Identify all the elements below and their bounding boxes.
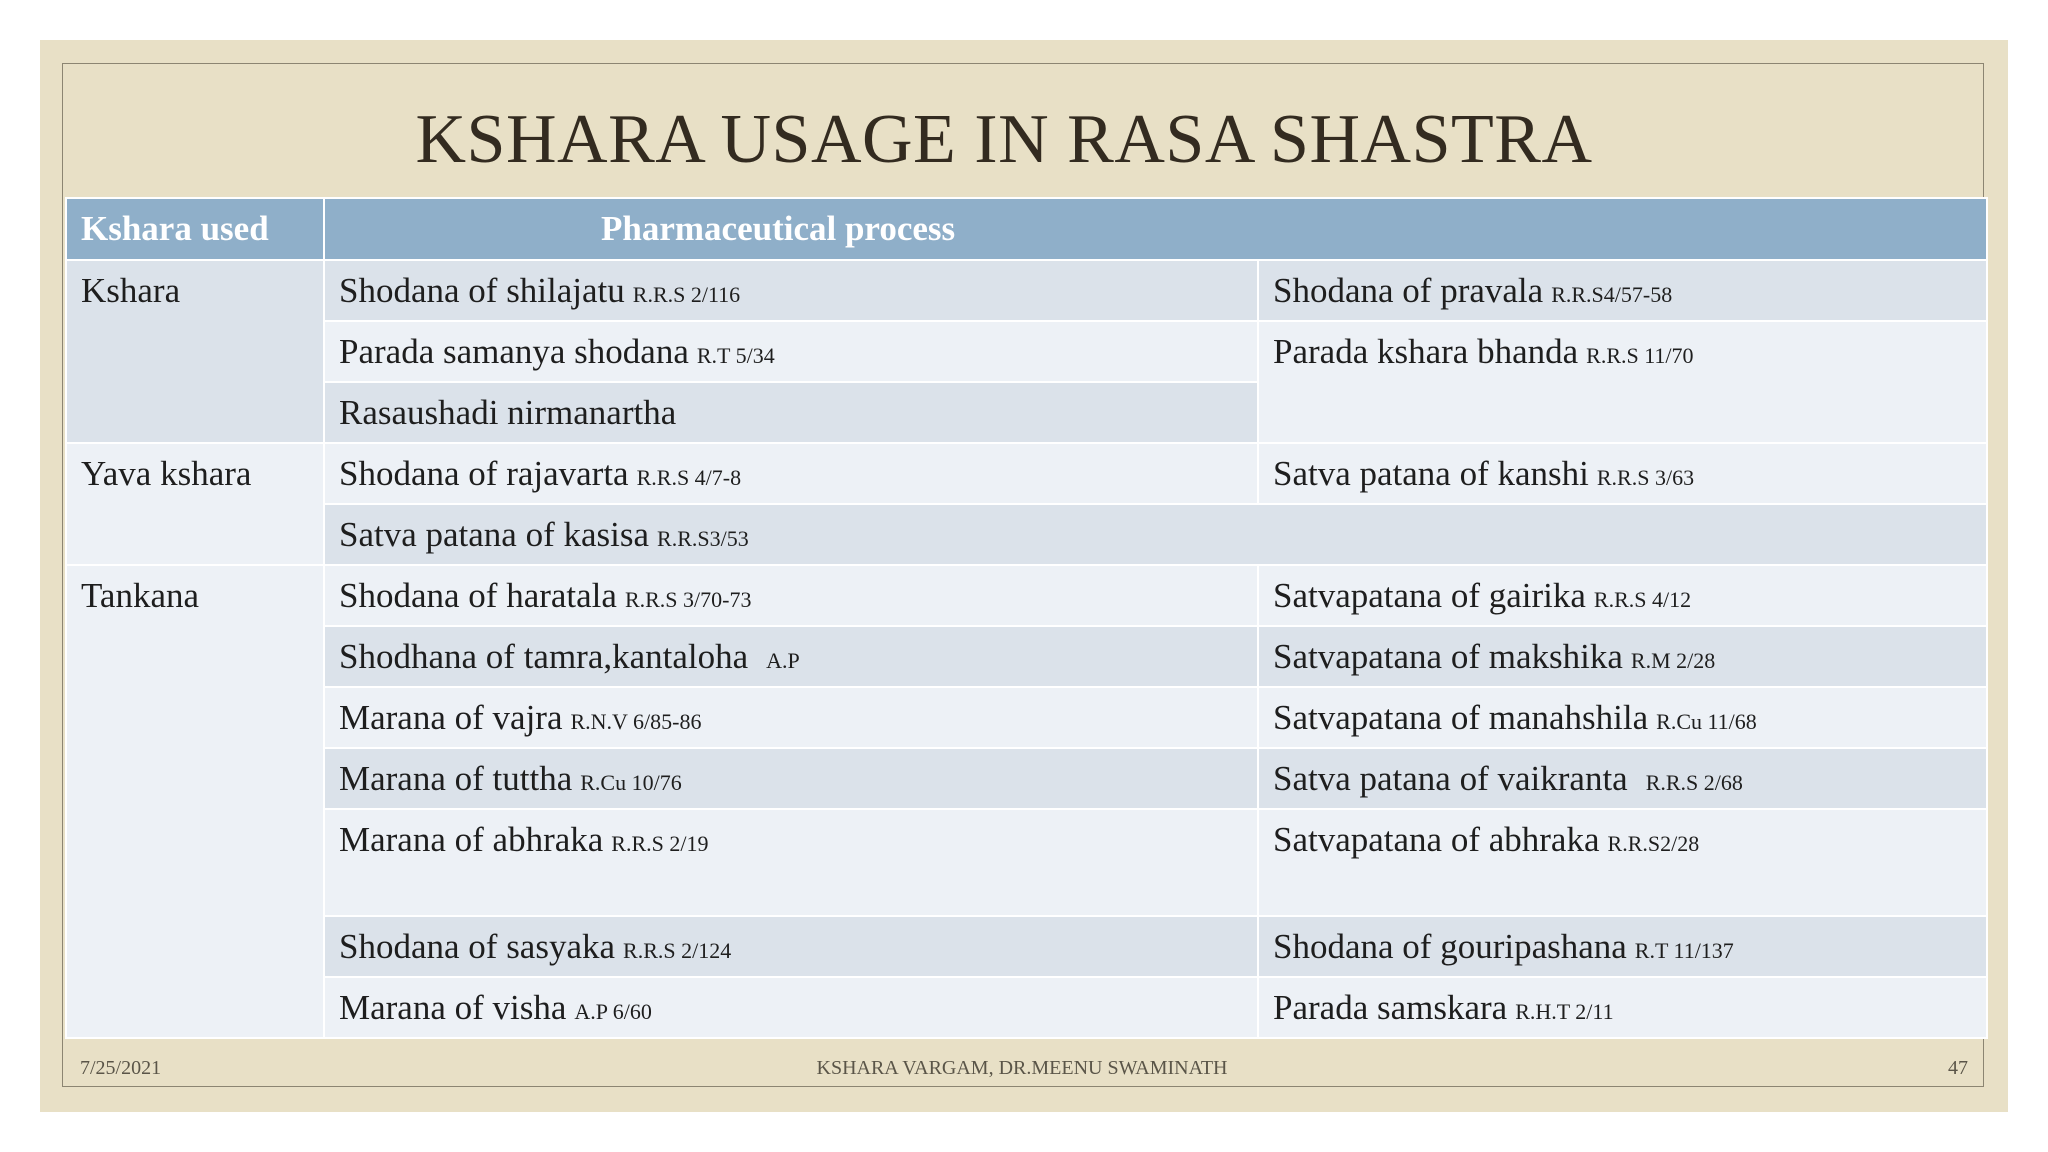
process-cell-left: Marana of vajra R.N.V 6/85-86: [324, 687, 1258, 748]
process-cell-left: Shodana of sasyaka R.R.S 2/124: [324, 916, 1258, 977]
table-row: [66, 977, 1987, 1038]
process-cell-right: Parada samskara R.H.T 2/11: [1258, 977, 1987, 1038]
table-row: [66, 687, 1987, 748]
kshara-usage-table: [65, 197, 1988, 1039]
process-cell-left: Shodana of rajavarta R.R.S 4/7-8: [324, 443, 1258, 504]
footer-date: 7/25/2021: [80, 1057, 162, 1079]
process-cell-right: Shodana of gouripashana R.T 11/137: [1258, 916, 1987, 977]
process-cell-right: Satvapatana of makshika R.M 2/28: [1258, 626, 1987, 687]
process-cell-right: Satvapatana of gairika R.R.S 4/12: [1258, 565, 1987, 626]
process-cell-right: Satva patana of kanshi R.R.S 3/63: [1258, 443, 1987, 504]
process-cell-left: Marana of tuttha R.Cu 10/76: [324, 748, 1258, 809]
process-cell-left: Parada samanya shodana R.T 5/34: [324, 321, 1258, 382]
process-cell-wide: Satva patana of kasisa R.R.S3/53: [324, 504, 1987, 565]
process-cell-right: Satvapatana of manahshila R.Cu 11/68: [1258, 687, 1987, 748]
kshara-name-cell: Kshara: [66, 260, 324, 443]
process-cell-left: Marana of visha A.P 6/60: [324, 977, 1258, 1038]
process-cell-left: Shodana of shilajatu R.R.S 2/116: [324, 260, 1258, 321]
footer-center-text: KSHARA VARGAM, DR.MEENU SWAMINATH: [816, 1057, 1228, 1079]
process-cell-left: Shodhana of tamra,kantaloha A.P: [324, 626, 1258, 687]
kshara-name-cell: Yava kshara: [66, 443, 324, 565]
slide-title-text: KSHARA USAGE IN RASA SHASTRA: [415, 101, 1593, 178]
header-pharmaceutical-process: Pharmaceutical process: [324, 198, 1987, 260]
process-cell-right: Satva patana of vaikranta R.R.S 2/68: [1258, 748, 1987, 809]
table-row: [66, 321, 1987, 382]
table-row: [66, 916, 1987, 977]
process-cell-right: Shodana of pravala R.R.S4/57-58: [1258, 260, 1987, 321]
table-row: [66, 260, 1987, 321]
process-cell-right: Parada kshara bhanda R.R.S 11/70: [1258, 321, 1987, 443]
table-row: [66, 626, 1987, 687]
process-cell-right: Satvapatana of abhraka R.R.S2/28: [1258, 809, 1987, 916]
table-row: [66, 443, 1987, 504]
footer-page-number: 47: [1948, 1057, 1968, 1079]
table-row: [66, 504, 1987, 565]
table-row: [66, 809, 1987, 916]
process-cell-left: Marana of abhraka R.R.S 2/19: [324, 809, 1258, 916]
process-cell-left: Shodana of haratala R.R.S 3/70-73: [324, 565, 1258, 626]
kshara-name-cell: Tankana: [66, 565, 324, 1038]
process-cell-left: Rasaushadi nirmanartha: [324, 382, 1258, 443]
header-kshara-used: Kshara used: [66, 198, 324, 260]
slide-title: [0, 101, 2048, 178]
table-row: [66, 748, 1987, 809]
table-row: [66, 565, 1987, 626]
table-header-row: [66, 198, 1987, 260]
